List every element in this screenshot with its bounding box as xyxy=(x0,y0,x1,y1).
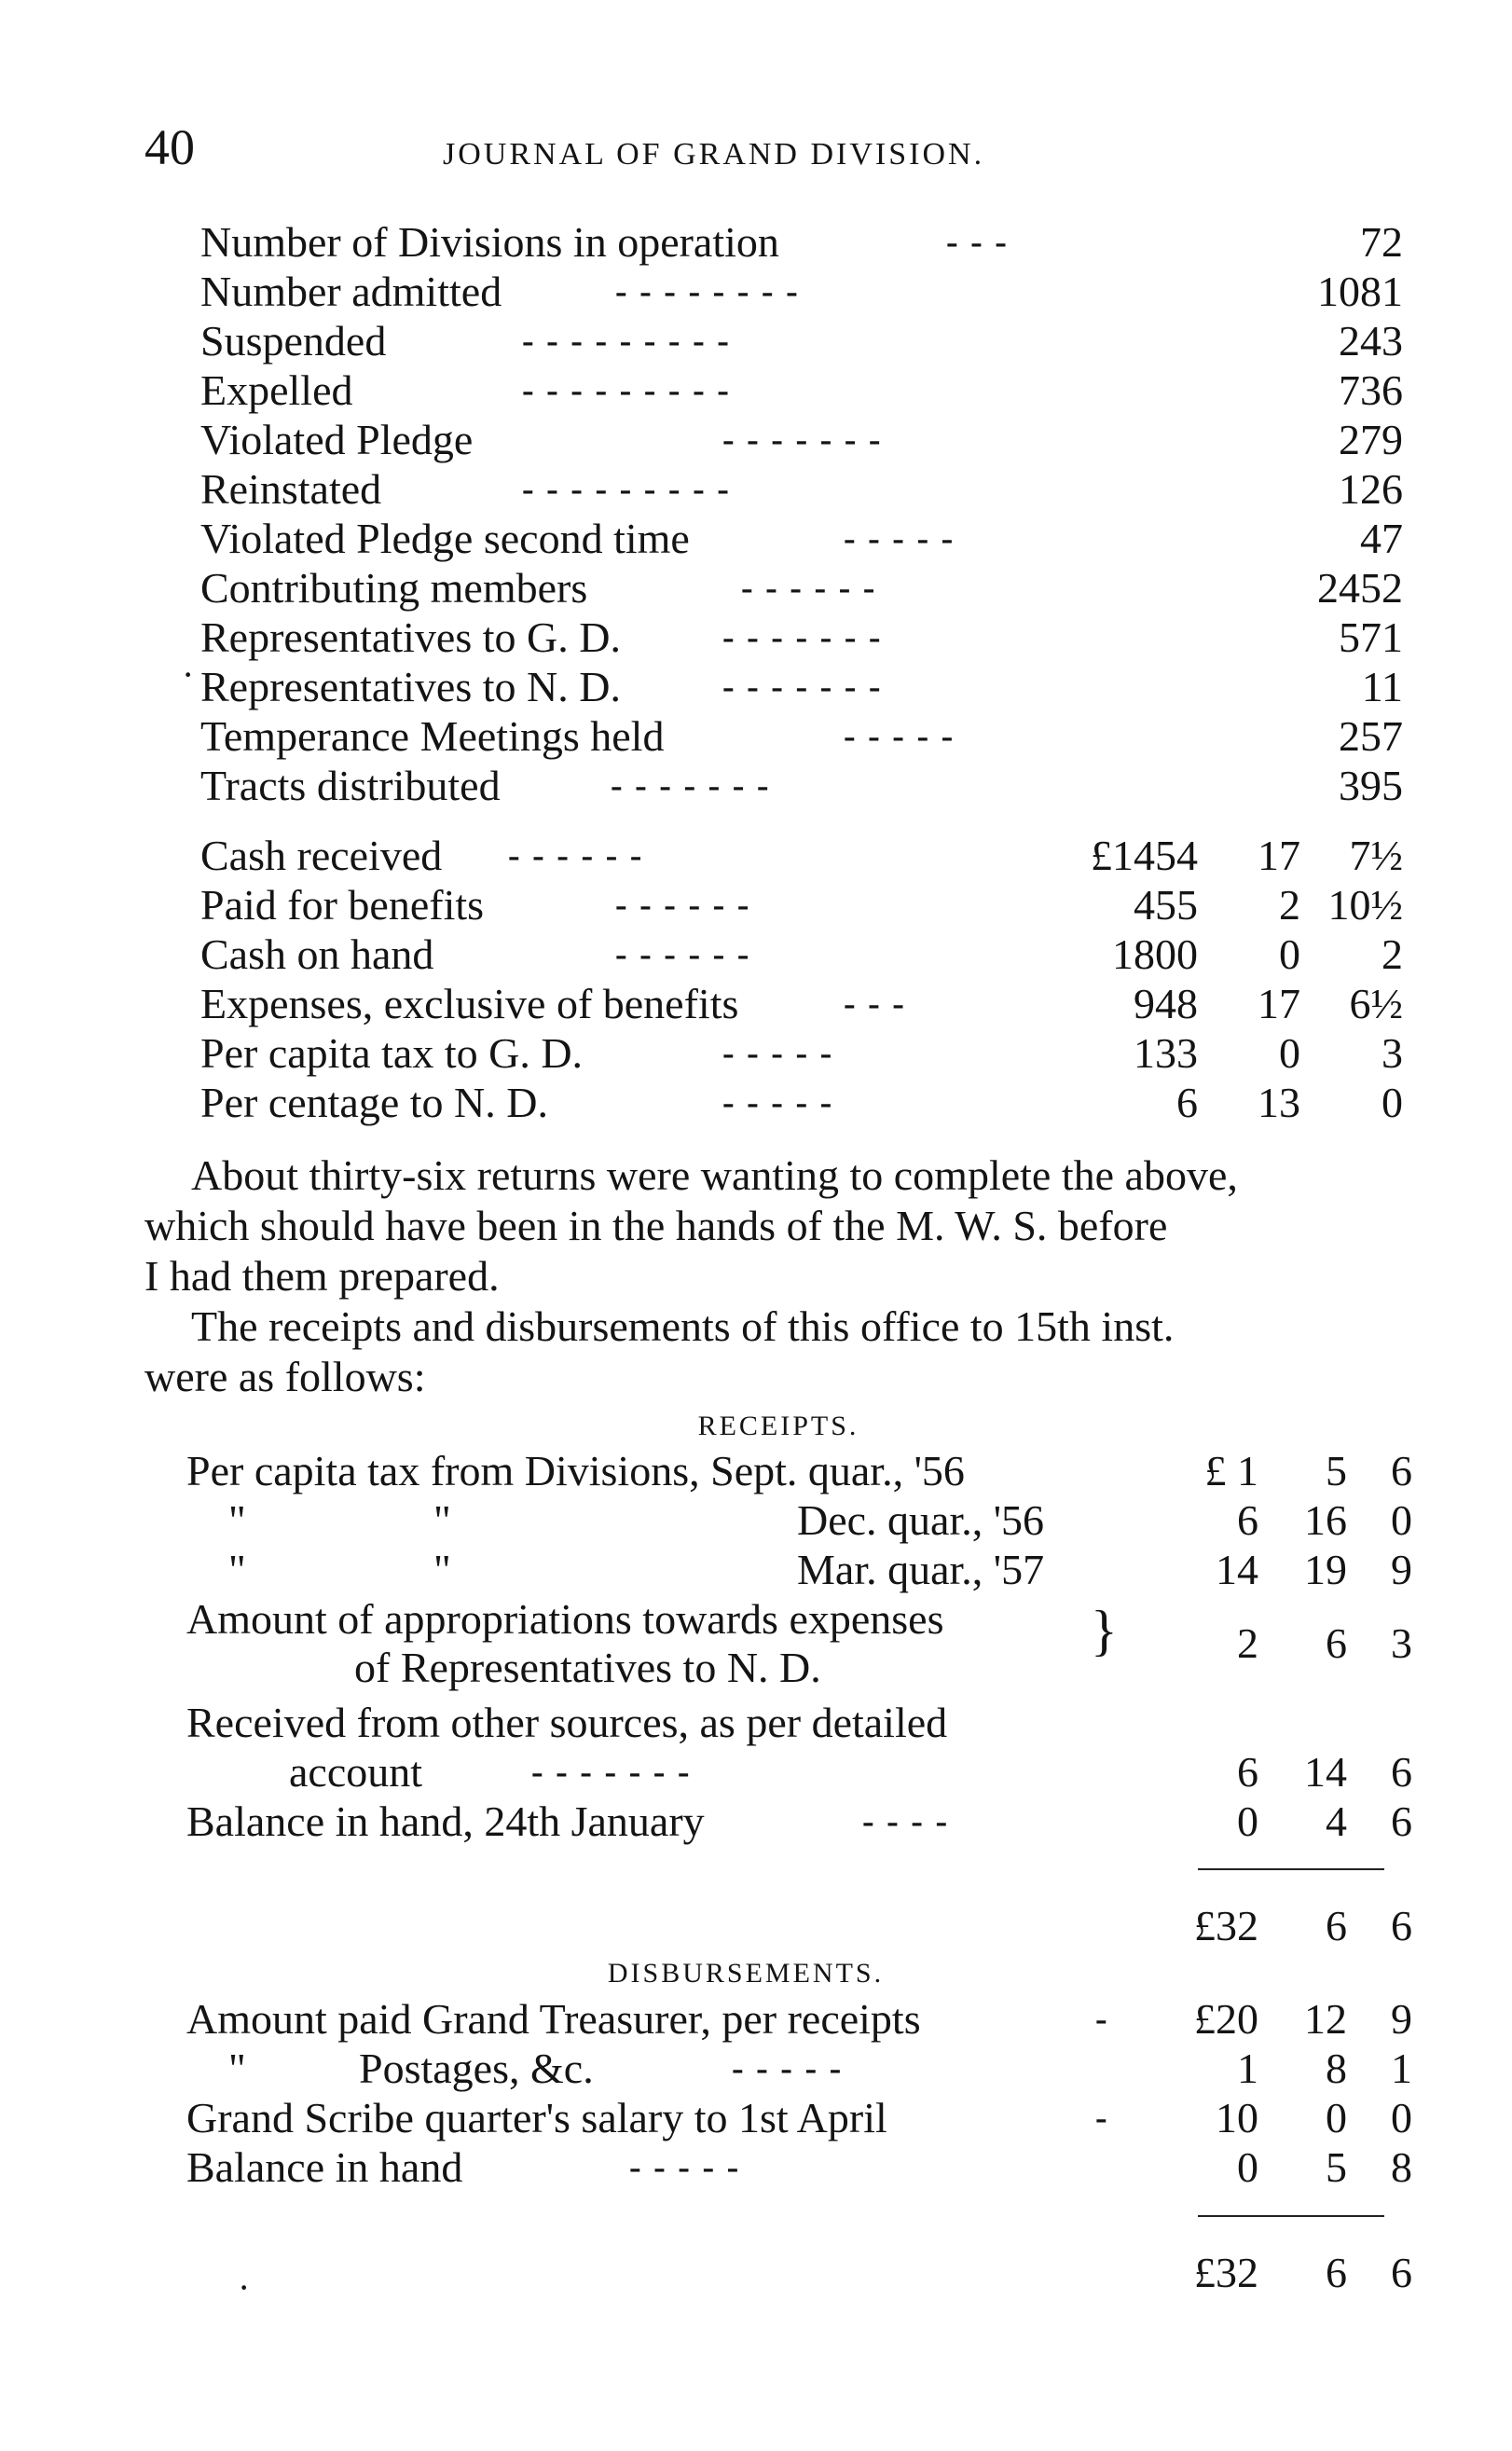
receipt-pounds: 6 xyxy=(1237,1496,1258,1544)
cash-row xyxy=(200,927,1412,983)
stat-value: 2452 xyxy=(1317,564,1403,612)
receipt-shillings: 4 xyxy=(1326,1797,1347,1845)
paragraph-line: which should have been in the hands of the M. W. S. before xyxy=(144,1202,1168,1249)
cash-pence: 10½ xyxy=(1327,881,1403,929)
total-pounds: £32 xyxy=(1194,1902,1258,1949)
stat-value: 571 xyxy=(1339,613,1403,661)
receipt-row xyxy=(186,1493,1417,1549)
receipt-shillings: 6 xyxy=(1326,1619,1347,1667)
disbursement-shillings: 5 xyxy=(1326,2143,1347,2191)
stat-row xyxy=(200,461,1412,517)
receipts-heading: RECEIPTS. xyxy=(697,1411,859,1441)
leader-dots: - - - - - - xyxy=(508,836,644,875)
total-pounds: £32 xyxy=(1194,2249,1258,2296)
leader-dots: - - - xyxy=(844,985,906,1024)
ditto-mark: " xyxy=(433,1546,451,1593)
receipt-label: Per capita tax from Divisions, Sept. quar., '56 xyxy=(186,1447,965,1494)
receipt-label-continued: account xyxy=(289,1748,423,1796)
stat-value: 1081 xyxy=(1317,268,1403,315)
receipt-pounds: £ 1 xyxy=(1204,1447,1258,1494)
cash-row xyxy=(200,976,1412,1032)
intro-paragraph xyxy=(144,1301,1412,1402)
leader-dots: - - - - - xyxy=(732,2049,844,2088)
leader-dots: - - - - - - xyxy=(615,935,751,974)
cash-row xyxy=(200,877,1412,933)
ditto-mark: " xyxy=(433,1496,451,1544)
cash-pounds: 6 xyxy=(1176,1079,1198,1126)
leader-dots: - - - - - - - xyxy=(722,618,883,657)
receipt-label: Received from other sources, as per detailed xyxy=(186,1699,948,1746)
leader-dots: - - - - - xyxy=(722,1083,834,1122)
leader-dots: - - - - - - - xyxy=(722,668,883,707)
cash-pence: 3 xyxy=(1381,1029,1403,1077)
receipt-row xyxy=(186,1794,1417,1850)
stat-label: Number of Divisions in operation xyxy=(200,218,779,266)
stat-value: 72 xyxy=(1360,218,1403,266)
stat-label: Temperance Meetings held xyxy=(200,712,665,760)
print-speck: · xyxy=(238,2266,251,2308)
disbursement-row xyxy=(186,2140,1417,2196)
paragraph-line: I had them prepared. xyxy=(144,1252,500,1300)
leader-dots: - - - - - - - - - xyxy=(522,322,731,361)
receipt-total-row xyxy=(186,1898,1417,1954)
receipt-label: Amount of appropriations towards expenses xyxy=(186,1595,944,1643)
cash-label: Paid for benefits xyxy=(200,881,485,929)
paragraph-line: About thirty-six returns were wanting to complete the above, xyxy=(191,1151,1238,1199)
cash-row xyxy=(200,1026,1412,1081)
disbursement-shillings: 0 xyxy=(1326,2094,1347,2141)
stat-label: Representatives to N. D. xyxy=(200,663,621,710)
stat-value: 736 xyxy=(1339,366,1403,414)
stat-label: Tracts distributed xyxy=(200,762,501,809)
ditto-mark: " xyxy=(228,1496,246,1544)
leader-dots: - - - - - - - - - xyxy=(522,470,731,509)
cash-shillings: 17 xyxy=(1258,980,1300,1027)
leader-dots: - - - - - xyxy=(722,1034,834,1073)
stat-row xyxy=(200,264,1412,320)
receipt-row xyxy=(186,1443,1417,1499)
stat-label: Contributing members xyxy=(200,564,588,612)
cash-shillings: 2 xyxy=(1279,881,1300,929)
leader-dots: - - - - - - xyxy=(741,569,877,608)
leader-dots: - - - - - - - xyxy=(722,420,883,460)
receipt-pounds: 14 xyxy=(1216,1546,1258,1593)
cash-pounds: 948 xyxy=(1134,980,1198,1027)
leader-dots: - - - - - - - xyxy=(531,1753,692,1792)
receipt-row xyxy=(186,1542,1417,1598)
disbursement-shillings: 8 xyxy=(1326,2045,1347,2092)
cash-row xyxy=(200,1075,1412,1131)
cash-pence: 0 xyxy=(1381,1079,1403,1126)
disbursement-pence: 9 xyxy=(1391,1995,1412,2043)
cash-pounds: 133 xyxy=(1134,1029,1198,1077)
leader-dots: - - - - - xyxy=(844,717,955,756)
paragraph-line: were as follows: xyxy=(144,1353,426,1400)
cash-row xyxy=(200,828,1412,884)
leader-dots: - - - - - - - - - xyxy=(522,371,731,410)
cash-pence: 2 xyxy=(1381,930,1403,978)
disbursement-pence: 0 xyxy=(1391,2094,1412,2141)
stat-label: Violated Pledge second time xyxy=(200,515,690,562)
receipt-pence: 6 xyxy=(1391,1447,1412,1494)
cash-shillings: 13 xyxy=(1258,1079,1300,1126)
cash-shillings: 0 xyxy=(1279,1029,1300,1077)
brace-mark: } xyxy=(1091,1600,1118,1661)
receipt-row-multiline xyxy=(186,1591,1417,1696)
stat-label: Representatives to G. D. xyxy=(200,613,621,661)
cash-label: Cash on hand xyxy=(200,930,434,978)
receipt-shillings: 16 xyxy=(1304,1496,1347,1544)
total-rule xyxy=(1198,2215,1384,2217)
stat-row xyxy=(200,659,1412,715)
cash-label: Cash received xyxy=(200,832,443,879)
stat-row xyxy=(200,610,1412,666)
stat-value: 257 xyxy=(1339,712,1403,760)
leader-dots: - - - - xyxy=(862,1802,950,1841)
stat-row xyxy=(200,313,1412,369)
paragraph-line: The receipts and disbursements of this office to 15th inst. xyxy=(191,1302,1175,1350)
disbursement-pence: 1 xyxy=(1391,2045,1412,2092)
cash-shillings: 17 xyxy=(1258,832,1300,879)
disbursement-label: Amount paid Grand Treasurer, per receipts xyxy=(186,1995,921,2043)
total-rule xyxy=(1198,1868,1384,1870)
receipt-pounds: 2 xyxy=(1237,1619,1258,1667)
receipt-pence: 6 xyxy=(1391,1797,1412,1845)
running-title: JOURNAL OF GRAND DIVISION. xyxy=(443,137,985,172)
ditto-mark: " xyxy=(228,2045,246,2092)
leader-dots: - - - xyxy=(946,223,1009,262)
total-shillings: 6 xyxy=(1326,2249,1347,2296)
disbursement-pence: 8 xyxy=(1391,2143,1412,2191)
receipt-pence: 3 xyxy=(1391,1619,1412,1667)
stat-row xyxy=(200,758,1412,814)
stat-value: 243 xyxy=(1339,317,1403,365)
total-shillings: 6 xyxy=(1326,1902,1347,1949)
stat-value: 47 xyxy=(1360,515,1403,562)
total-pence: 6 xyxy=(1391,2249,1412,2296)
stat-row xyxy=(200,214,1412,270)
disbursement-pounds: £20 xyxy=(1194,1995,1258,2043)
receipt-row-multiline xyxy=(186,1695,1417,1799)
disbursement-label: Grand Scribe quarter's salary to 1st April xyxy=(186,2094,887,2141)
leader-dots: - - - - - xyxy=(844,519,955,558)
disbursement-pounds: 10 xyxy=(1216,2094,1258,2141)
disbursement-row xyxy=(186,1991,1417,2047)
stat-row xyxy=(200,511,1412,567)
cash-pounds: 1800 xyxy=(1112,930,1198,978)
stat-row xyxy=(200,412,1412,468)
stat-value: 279 xyxy=(1339,416,1403,463)
stat-value: 11 xyxy=(1361,663,1403,710)
cash-pounds: 455 xyxy=(1134,881,1198,929)
cash-pounds: £1454 xyxy=(1091,832,1198,879)
stat-row xyxy=(200,560,1412,616)
leader-dots: - - - - - xyxy=(629,2148,741,2187)
disbursement-label: Postages, &c. xyxy=(359,2045,594,2092)
cash-shillings: 0 xyxy=(1279,930,1300,978)
stat-label: Number admitted xyxy=(200,268,502,315)
page-number: 40 xyxy=(144,119,195,175)
receipt-shillings: 14 xyxy=(1304,1748,1347,1796)
receipt-pence: 6 xyxy=(1391,1748,1412,1796)
stat-value: 126 xyxy=(1339,465,1403,513)
receipt-pounds: 0 xyxy=(1237,1797,1258,1845)
stat-label: Expelled xyxy=(200,366,353,414)
receipt-pounds: 6 xyxy=(1237,1748,1258,1796)
receipt-shillings: 5 xyxy=(1326,1447,1347,1494)
total-pence: 6 xyxy=(1391,1902,1412,1949)
disbursement-row xyxy=(186,2090,1417,2146)
disbursement-pounds: 1 xyxy=(1237,2045,1258,2092)
page-header xyxy=(144,110,1412,185)
cash-label: Per capita tax to G. D. xyxy=(200,1029,584,1077)
stat-label: Suspended xyxy=(200,317,387,365)
leader-dots: - - - - - - xyxy=(615,886,751,925)
receipt-label: Mar. quar., '57 xyxy=(797,1546,1045,1593)
cash-label: Per centage to N. D. xyxy=(200,1079,548,1126)
print-speck: · xyxy=(182,654,195,695)
disbursement-label: Balance in hand xyxy=(186,2143,463,2191)
note-paragraph xyxy=(144,1150,1412,1301)
cash-pence: 7½ xyxy=(1349,832,1403,879)
stat-row xyxy=(200,363,1412,419)
disbursement-row xyxy=(186,2041,1417,2097)
disbursement-shillings: 12 xyxy=(1304,1995,1347,2043)
cash-pence: 6½ xyxy=(1349,980,1403,1027)
leader-dots: - - - - - - - - xyxy=(615,272,800,311)
leader-dots: - xyxy=(1095,2099,1109,2138)
ditto-mark: " xyxy=(228,1546,246,1593)
receipt-label: Dec. quar., '56 xyxy=(797,1496,1045,1544)
stat-label: Violated Pledge xyxy=(200,416,474,463)
stat-value: 395 xyxy=(1339,762,1403,809)
disbursements-heading: DISBURSEMENTS. xyxy=(607,1958,885,1989)
receipt-label: Balance in hand, 24th January xyxy=(186,1797,705,1845)
stat-row xyxy=(200,709,1412,764)
disbursement-pounds: 0 xyxy=(1237,2143,1258,2191)
disbursement-total-row xyxy=(186,2245,1417,2301)
leader-dots: - xyxy=(1095,2000,1109,2039)
receipt-shillings: 19 xyxy=(1304,1546,1347,1593)
receipt-label-continued: of Representatives to N. D. xyxy=(354,1644,821,1691)
leader-dots: - - - - - - - xyxy=(611,766,771,806)
stat-label: Reinstated xyxy=(200,465,382,513)
cash-label: Expenses, exclusive of benefits xyxy=(200,980,739,1027)
receipt-pence: 9 xyxy=(1391,1546,1412,1593)
receipt-pence: 0 xyxy=(1391,1496,1412,1544)
